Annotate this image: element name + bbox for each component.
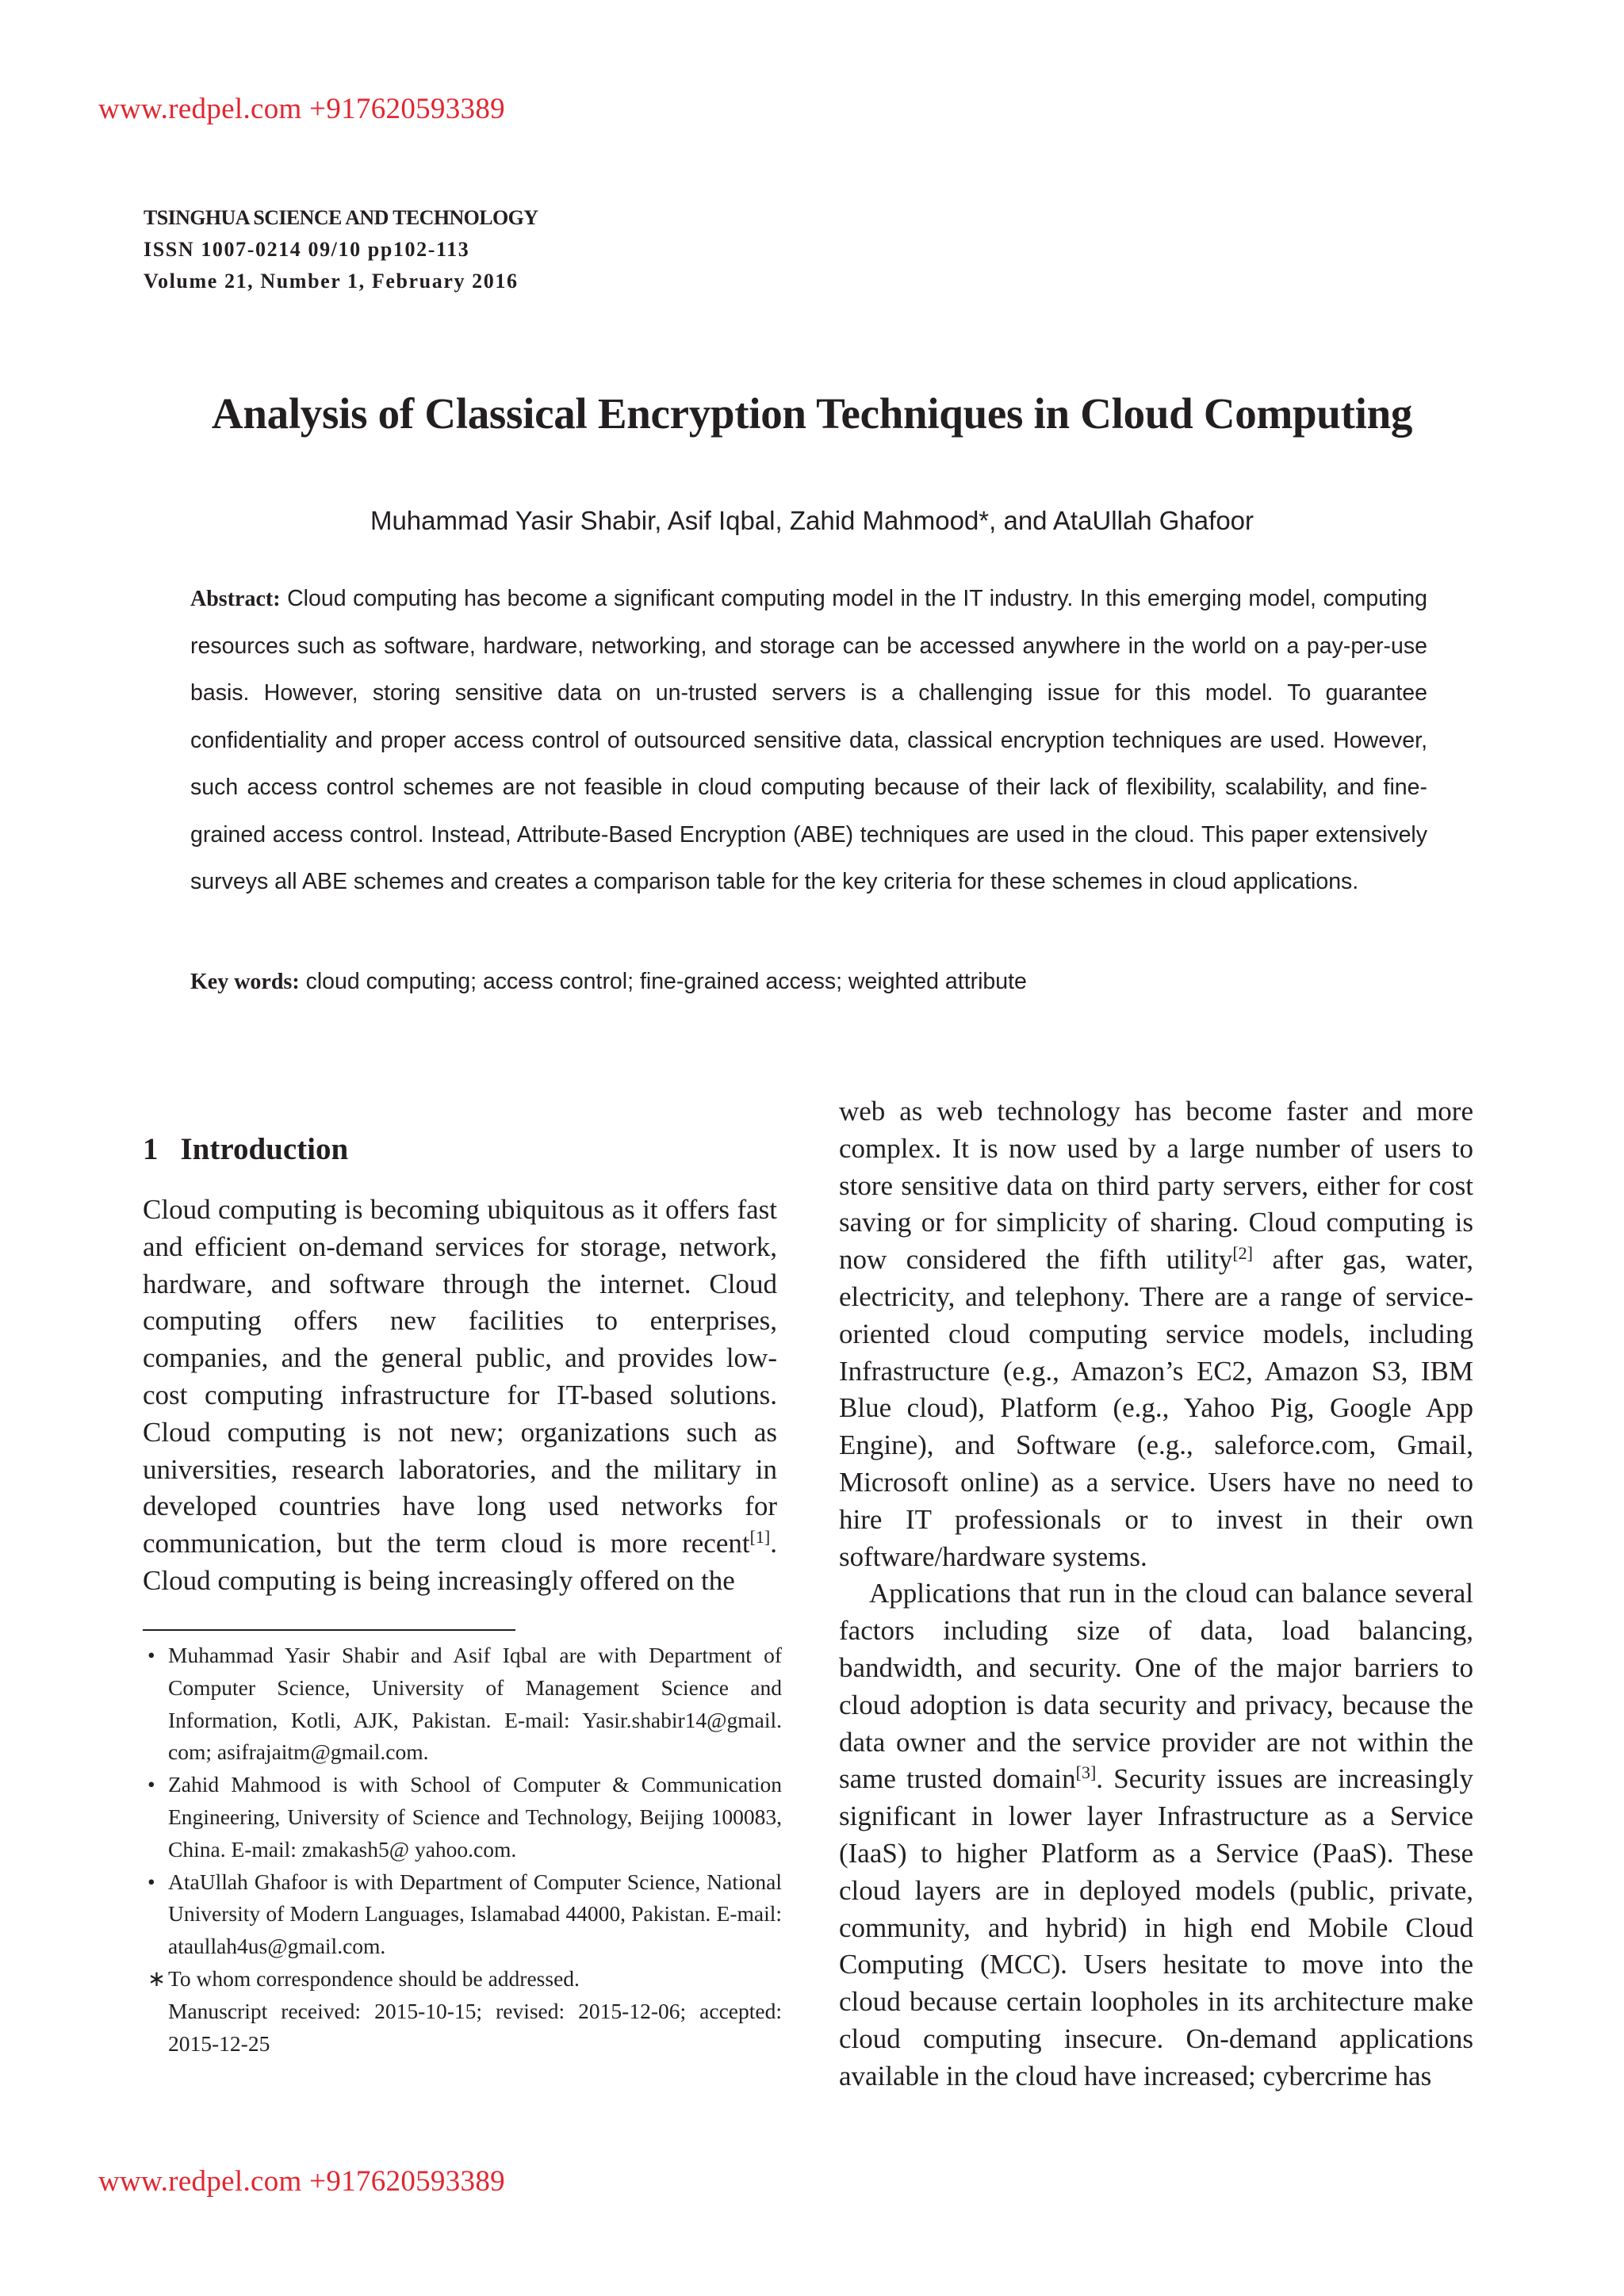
body-text: after gas, water, electricity, and telephony. There are a range of service-oriented cloud computing service models, including Infrastructure (e.g., Amazon’s EC2, Amazon S3, IBM Blue cloud), Platform (e.g., Yahoo Pig, Google App Engine), and Software (e.g., saleforce.com, Gmail, Microsoft online) as a service. Users have no need to hire IT professionals or to invest in their own software/hardware systems.: [839, 1244, 1473, 1572]
journal-name: TSINGHUA SCIENCE AND TECHNOLOGY: [144, 206, 538, 229]
abstract-text: Cloud computing has become a significant computing model in the IT industry. In this emerging model, computing resources such as software, hardware, networking, and storage can be accessed anywhere in the world on a pay-per-use basis. However, storing sensitive data on un-trusted servers is a challenging issue for this model. To guarantee confidentiality and proper access control of outsourced sensitive data, classical encryption techniques are used. However, such access control schemes are not feasible in cloud computing because of their lack of flexibility, scalability, and fine-grained access control. Instead, Attribute-Based Encryption (ABE) techniques are used in the cloud. This paper extensively surveys all ABE schemes and creates a comparison table for the key criteria for these schemes in cloud applications.: [190, 586, 1427, 894]
bullet-icon: •: [147, 1643, 155, 1667]
footnote-text: AtaUllah Ghafoor is with Department of Computer Science, National University of Modern Languages, Islamabad 44000, Pakistan. E-mail: ataullah4us@gmail.com.: [168, 1869, 782, 1959]
citation-2[interactable]: [2]: [1232, 1243, 1254, 1264]
manuscript-dates: Manuscript received: 2015-10-15; revised: 2015-12-06; accepted: 2015-12-25: [168, 1998, 782, 2056]
footnote-divider: [143, 1629, 515, 1631]
journal-header: [144, 202, 538, 297]
intro-text: Cloud computing is becoming ubiquitous as it offers fast and efficient on-demand services for storage, network, hardware, and software through the internet. Cloud computing offers new facilities to enterprises, companies, and the general public, and provides low-cost computing infrastructure for IT-based solutions. Cloud computing is not new; organizations such as universities, research laboratories, and the military in developed countries have long used networks for communication, but the term cloud is more recent: [143, 1194, 777, 1559]
abstract-label: Abstract:: [190, 587, 281, 611]
citation-1[interactable]: [1]: [749, 1527, 771, 1548]
watermark-bottom: www.redpel.com +917620593389: [98, 2165, 505, 2198]
watermark-top: www.redpel.com +917620593389: [98, 93, 505, 125]
body-text: Applications that run in the cloud can balance several factors including size of data, load balancing, bandwidth, and security. One of the major barriers to cloud adoption is data security and privacy, because the data owner and the service provider are not within the same trusted domain: [839, 1578, 1473, 1795]
right-column-body: [839, 1093, 1473, 2095]
footnote-affiliation-2: [143, 1769, 782, 1866]
intro-paragraph-2: [839, 1575, 1473, 2095]
footnote-affiliation-1: [143, 1640, 782, 1769]
asterisk-icon: ∗: [147, 1965, 167, 1991]
body-text: . Security issues are increasingly significant in lower layer Infrastructure as a Service (IaaS) to higher Platform as a Service (PaaS). These cloud layers are in deployed models (public, private, community, and hybrid) in high end Mobile Cloud Computing (MCC). Users hesitate to move into the cloud because certain loopholes in its architecture make cloud computing insecure. On-demand applications available in the cloud have increased; cybercrime has: [839, 1763, 1473, 2091]
body-text: web as web technology has become faster and more complex. It is now used by a large number of users to store sensitive data on third party servers, either for cost saving or for simplicity of sharing. Cloud computing is now considered the fifth utility: [839, 1096, 1473, 1276]
footnote-text: To whom correspondence should be addressed.: [168, 1965, 580, 1991]
author-list: Muhammad Yasir Shabir, Asif Iqbal, Zahid Mahmood*, and AtaUllah Ghafoor: [370, 506, 1254, 535]
paper-title: Analysis of Classical Encryption Techniques in Cloud Computing: [211, 389, 1413, 438]
citation-3[interactable]: [3]: [1075, 1762, 1097, 1783]
abstract: [190, 576, 1427, 906]
keywords-text: cloud computing; access control; fine-grained access; weighted attribute: [305, 969, 1027, 994]
footnote-text: Zahid Mahmood is with School of Computer & Communication Engineering, University of Science and Technology, Beijing 100083, China. E-mail: zmakash5@ yahoo.com.: [168, 1772, 782, 1862]
intro-paragraph-1-continued: [839, 1093, 1473, 1575]
intro-paragraph-1: [143, 1192, 777, 1600]
section-heading-introduction: [143, 1131, 348, 1167]
keywords: [190, 966, 1427, 998]
footnote-correspondence: [143, 1963, 782, 1996]
journal-issn: ISSN 1007-0214 09/10 pp102-113: [144, 238, 470, 261]
section-number: 1: [143, 1132, 159, 1166]
left-column-body: [143, 1192, 777, 1600]
bullet-icon: •: [147, 1772, 155, 1797]
intro-text-continued: . Cloud computing is being increasingly offered on the: [143, 1528, 777, 1596]
footnotes: [143, 1640, 782, 2060]
keywords-label: Key words:: [190, 970, 300, 994]
footnote-affiliation-3: [143, 1866, 782, 1963]
section-title: Introduction: [180, 1132, 349, 1166]
journal-volume: Volume 21, Number 1, February 2016: [144, 270, 519, 293]
bullet-icon: •: [147, 1869, 155, 1894]
footnote-text: Muhammad Yasir Shabir and Asif Iqbal are with Department of Computer Science, University of Management Science and Information, Kotli, AJK, Pakistan. E-mail: Yasir.shabir14@gmail. com; asifrajaitm@gmail.com.: [168, 1643, 782, 1765]
